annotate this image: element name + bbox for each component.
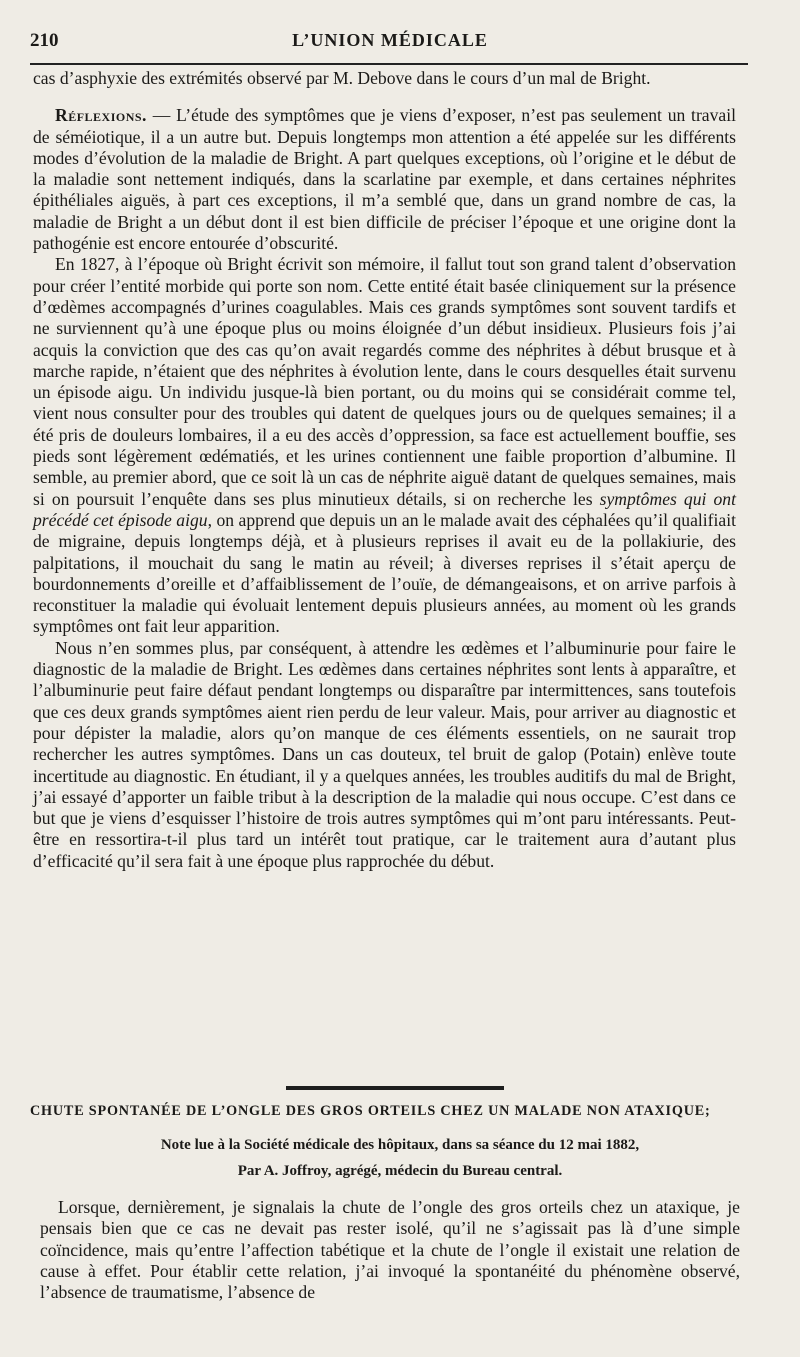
main-body (33, 68, 736, 872)
paragraph-4: Nous n’en sommes plus, par conséquent, à attendre les œdèmes et l’albuminurie pour faire le diagnostic de la maladie de Bright. Les œdèmes dans certaines néphrites sont lents à apparaître, et l’albuminurie peut faire défaut pendant longtemps ou disparaître par intermittences, sans toutefois que ces deux grands symptômes aient rien perdu de leur valeur. Mais, pour arriver au diagnostic et pour dépister la maladie, alors qu’on manque de ces éléments essentiels, on ne saurait trop rechercher les autres symptômes. Dans un cas douteux, tel bruit de galop (Potain) enlève toute incertitude au diagnostic. En étudiant, il y a quelques années, les troubles auditifs du mal de Bright, j’ai essayé d’apporter un faible tribut à la description de la maladie qui nous occupe. C’est dans ce but que je viens d’esquisser l’histoire de trois autres symptômes qui m’ont paru intéressants. Peut-être en ressortira-t-il plus tard un intérêt tout pratique, car le traitement aura d’autant plus d’efficacité qu’il sera fait à une époque plus rapprochée du début. (33, 637, 736, 871)
article-body (40, 1197, 740, 1303)
page-number: 210 (30, 30, 59, 51)
article-paragraph-1: Lorsque, dernièrement, je signalais la chute de l’ongle des gros orteils chez un ataxique, je pensais bien que ce cas ne devait pas rester isolé, qu’il ne s’agissait pas là d’une simple coïncidence, mais qu’entre l’affection tabétique et la chute de l’ongle il existait une relation de cause à effet. Pour établir cette relation, j’ai invoqué la spontanéité du phénomène observé, l’absence de traumatisme, l’absence de (40, 1197, 740, 1303)
paragraph-reflexions (33, 105, 736, 254)
reflexions-text: — L’étude des symptômes que je viens d’exposer, n’est pas seulement un travail de séméiotique, il a un autre but. Depuis longtemps mon attention a été appelée sur les différents modes d’évolution de la maladie de Bright. A part quelques exceptions, où l’origine et le début de la maladie sont nettement indiqués, dans la scarlatine par exemple, et dans certaines néphrites épithéliales aiguës, à part ces exceptions, il m’a semblé que, dans un grand nombre de cas, la maladie de Bright a un début dont il est bien difficile de préciser l’époque et une origine dont la pathogénie est encore entourée d’obscurité. (33, 105, 736, 254)
journal-title: L’UNION MÉDICALE (292, 30, 488, 50)
header-rule (30, 63, 748, 65)
reflexions-lead: Réflexions. (55, 105, 147, 126)
section-separator (286, 1086, 504, 1090)
article-note: Note lue à la Société médicale des hôpitaux, dans sa séance du 12 mai 1882, (160, 1137, 640, 1153)
article-author: Par A. Joffroy, agrégé, médecin du Bureau central. (237, 1163, 563, 1179)
article-title: CHUTE SPONTANÉE DE L’ONGLE DES GROS ORTEILS CHEZ UN MALADE NON ATAXIQUE; (30, 1103, 711, 1119)
paragraph-3-part-b: , on apprend que depuis un an le malade avait des céphalées qu’il qualifiait de migraine, depuis longtemps déjà, et à plusieurs reprises il avait eu de la pollakiurie, des palpitations, il mouchait du sang le matin au réveil; à diverses reprises il s’était aperçu de bourdonnements d’oreille et d’affaiblissement de l’ouïe, de démangeaisons, et on arrive parfois à reconstituer la maladie qui évoluait lentement depuis plusieurs années, au moment où les grands symptômes ont fait leur apparition. (33, 509, 737, 637)
paragraph-1: cas d’asphyxie des extrémités observé par M. Debove dans le cours d’un mal de Bright. (33, 68, 651, 88)
paragraph-3-part-a: En 1827, à l’époque où Bright écrivit son mémoire, il fallut tout son grand talent d’observation pour créer l’entité morbide qui porte son nom. Cette entité était basée cliniquement sur la présence d’œdèmes accompagnés d’urines coagulables. Mais ces grands symptômes sont souvent tardifs et ne surviennent qu’à une époque plus ou moins éloignée d’un début insidieux. Plusieurs fois j’ai acquis la conviction que des cas qu’on avait regardés comme des néphrites à début brusque et à marche rapide, n’étaient que des néphrites à évolution lente, dans le cours desquelles était survenu un épisode aigu. Un individu jusque-là bien portant, ou du moins qui se considérait comme tel, vient nous consulter pour des troubles qui datent de quelques jours ou de quelques semaines; il a été pris de douleurs lombaires, il a eu des accès d’oppression, sa face est actuellement bouffie, ses pieds sont légèrement œdématiés, et les urines contiennent une faible proportion d’albumine. Il semble, au premier abord, que ce soit là un cas de néphrite aiguë datant de quelques semaines, mais si on poursuit l’enquête dans ses plus minutieux détails, si on recherche les (33, 254, 736, 509)
paragraph-3-italic: symptômes qui ont précédé cet épisode aigu (33, 488, 736, 530)
page-header (30, 28, 750, 58)
paragraph-3 (33, 254, 736, 637)
